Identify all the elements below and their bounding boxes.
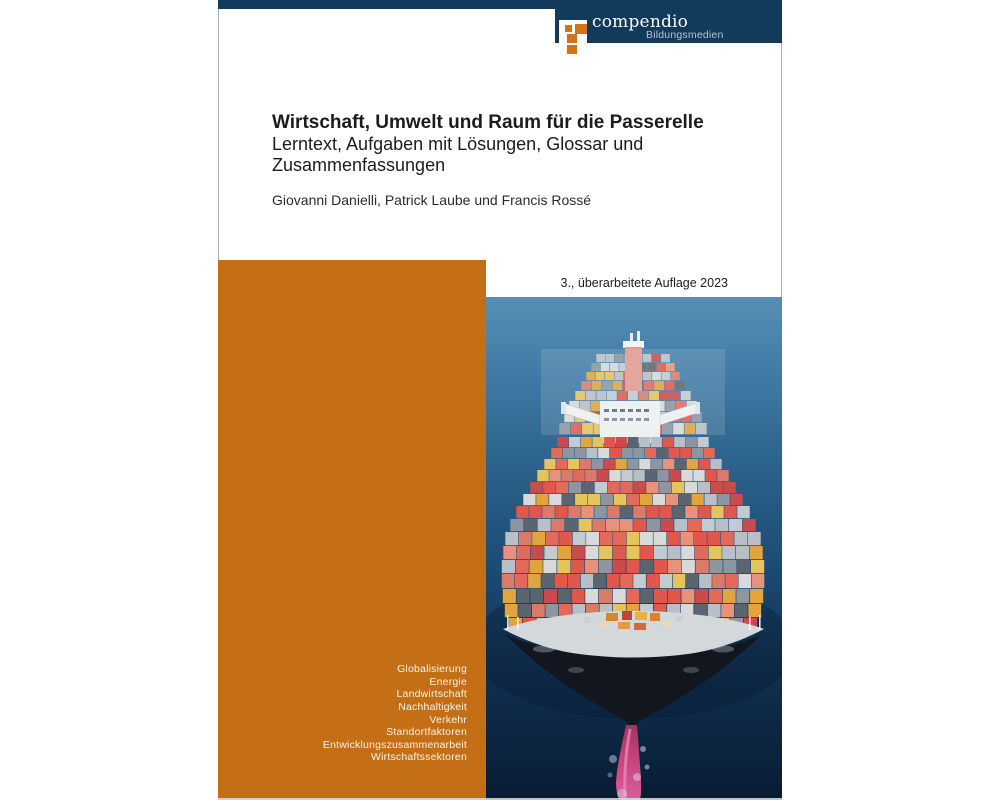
keyword-item: Globalisierung <box>397 663 467 676</box>
keywords-list <box>323 663 467 764</box>
theme-keywords-panel <box>218 260 486 800</box>
cover-subtitle-line2: Zusammenfassungen <box>272 154 446 175</box>
keyword-item: Landwirtschaft <box>396 688 467 701</box>
logo-square-icon <box>565 25 572 32</box>
cover-right-edge <box>781 43 782 298</box>
keyword-item: Nachhaltigkeit <box>398 701 467 714</box>
keyword-item: Energie <box>429 675 467 688</box>
title-block <box>272 112 712 175</box>
cover-left-edge <box>218 9 219 260</box>
edition-note: 3., überarbeitete Auflage 2023 <box>560 276 728 290</box>
cover-photo <box>486 297 782 800</box>
logo-square-icon <box>567 45 577 54</box>
container-ship-illustration <box>486 297 782 800</box>
publisher-tagline: Bildungsmedien <box>646 29 724 41</box>
keyword-item: Standortfaktoren <box>386 726 467 739</box>
keyword-item: Verkehr <box>429 713 467 726</box>
book-cover <box>218 0 782 800</box>
cover-subtitle-line1: Lerntext, Aufgaben mit Lösungen, Glossar und <box>272 134 644 154</box>
keyword-item: Wirtschaftssektoren <box>371 751 467 764</box>
logo-square-icon <box>575 24 587 34</box>
cover-title: Wirtschaft, Umwelt und Raum für die Passerelle <box>272 112 704 133</box>
publisher-name: compendio <box>592 12 689 32</box>
logo-square-icon <box>567 34 577 43</box>
cover-authors: Giovanni Danielli, Patrick Laube und Francis Rossé <box>272 192 592 208</box>
keyword-item: Entwicklungszusammenarbeit <box>322 738 467 751</box>
